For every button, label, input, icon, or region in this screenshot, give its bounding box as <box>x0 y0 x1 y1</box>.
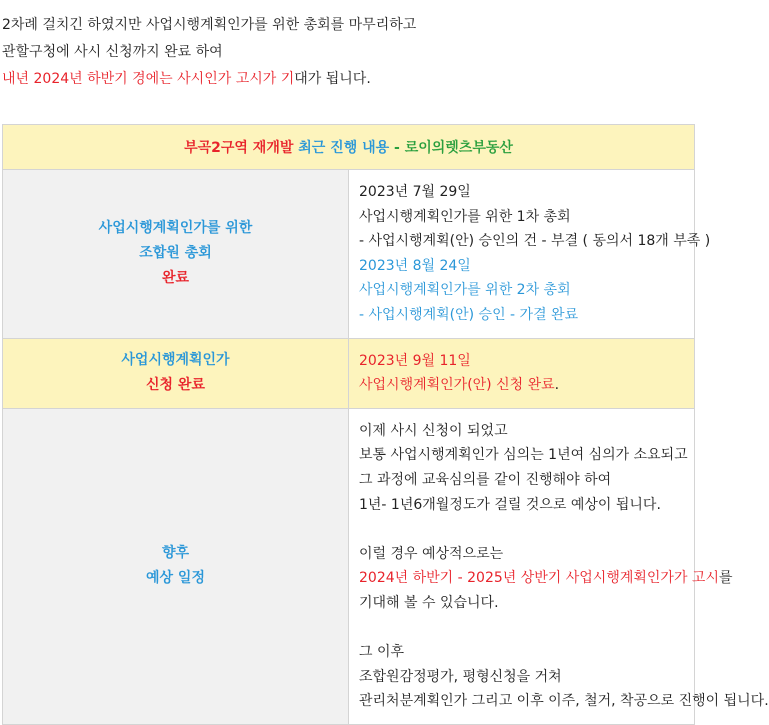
intro-line-2: 관할구청에 사시 신청까지 완료 하여 <box>2 44 223 60</box>
content-line: - 사업시행계획(안) 승인 - 가결 완료 <box>359 306 579 323</box>
content-line: 이제 사시 신청이 되었고 <box>359 422 508 439</box>
table-header-row <box>3 125 695 170</box>
content-line: 사업시행계획인가를 위한 2차 총회 <box>359 282 571 299</box>
table-header <box>3 125 695 170</box>
row-label-general-meeting <box>3 170 349 339</box>
intro-line-3 <box>2 66 416 93</box>
content-line: 조합원감정평가, 평형신청을 거쳐 <box>359 668 562 685</box>
intro-paragraph <box>2 12 416 93</box>
header-title-part2: 최근 진행 내용 <box>293 140 390 156</box>
content-blank-line <box>359 517 694 542</box>
row-label-line: 향후 <box>161 545 190 562</box>
content-line: 그 이후 <box>359 644 405 661</box>
content-line: 보통 사업시행계획인가 심의는 1년여 심의가 소요되고 <box>359 447 688 464</box>
content-line <box>359 373 694 398</box>
content-blank-line <box>359 616 694 641</box>
content-line: 기대해 볼 수 있습니다. <box>359 594 499 611</box>
row-content-schedule <box>349 408 769 724</box>
table-row <box>3 170 695 339</box>
intro-line-1: 2차례 걸치긴 하였지만 사업시행계획인가를 위한 총회를 마무리하고 <box>2 17 417 33</box>
intro-line-3-rest: 대가 됩니다. <box>294 71 371 87</box>
content-line: 2023년 7월 29일 <box>359 184 471 200</box>
row-label-line: 조합원 총회 <box>139 245 212 262</box>
content-line-highlight: 2024년 하반기 - 2025년 상반기 사업시행계획인가가 고시 <box>359 570 719 587</box>
content-line: 1년- 1년6개월정도가 걸릴 것으로 예상이 됩니다. <box>359 496 661 513</box>
row-content-application <box>349 338 695 408</box>
content-line: 그 과정에 교육심의를 같이 진행해야 하여 <box>359 471 612 488</box>
table-row <box>3 338 695 408</box>
row-label-status: 완료 <box>161 270 190 287</box>
content-line: - 사업시행계획(안) 승인의 건 - 부결 ( 동의서 18개 부족 ) <box>359 233 711 250</box>
table-row <box>3 408 695 724</box>
content-line <box>359 566 733 591</box>
row-label-application <box>3 338 349 408</box>
intro-line-3-highlight: 내년 2024년 하반기 경에는 사시인가 고시가 기 <box>2 71 295 87</box>
row-label-status: 신청 완료 <box>146 377 205 394</box>
row-label-line: 사업시행계획인가 <box>121 352 230 369</box>
content-line: 이럴 경우 예상적으로는 <box>359 545 504 562</box>
row-content-general-meeting <box>349 170 711 339</box>
content-line-period: . <box>554 377 560 394</box>
content-line-suffix: 를 <box>718 570 733 587</box>
row-label-schedule <box>3 408 349 724</box>
content-line-highlight: 사업시행계획인가(안) 신청 완료 <box>359 377 555 394</box>
content-line: 2023년 8월 24일 <box>359 257 471 274</box>
row-label-line: 사업시행계획인가를 위한 <box>98 220 253 237</box>
progress-table <box>2 124 769 725</box>
row-label-line: 예상 일정 <box>146 570 205 587</box>
content-line: 사업시행계획인가를 위한 1차 총회 <box>359 208 571 225</box>
content-line: 2023년 9월 11일 <box>359 352 471 369</box>
header-title-part1: 부곡2구역 재개발 <box>184 140 294 156</box>
content-line: 관리처분계획인가 그리고 이후 이주, 철거, 착공으로 진행이 됩니다. <box>359 693 769 710</box>
header-title-part3: - 로이의렛츠부동산 <box>389 140 513 156</box>
